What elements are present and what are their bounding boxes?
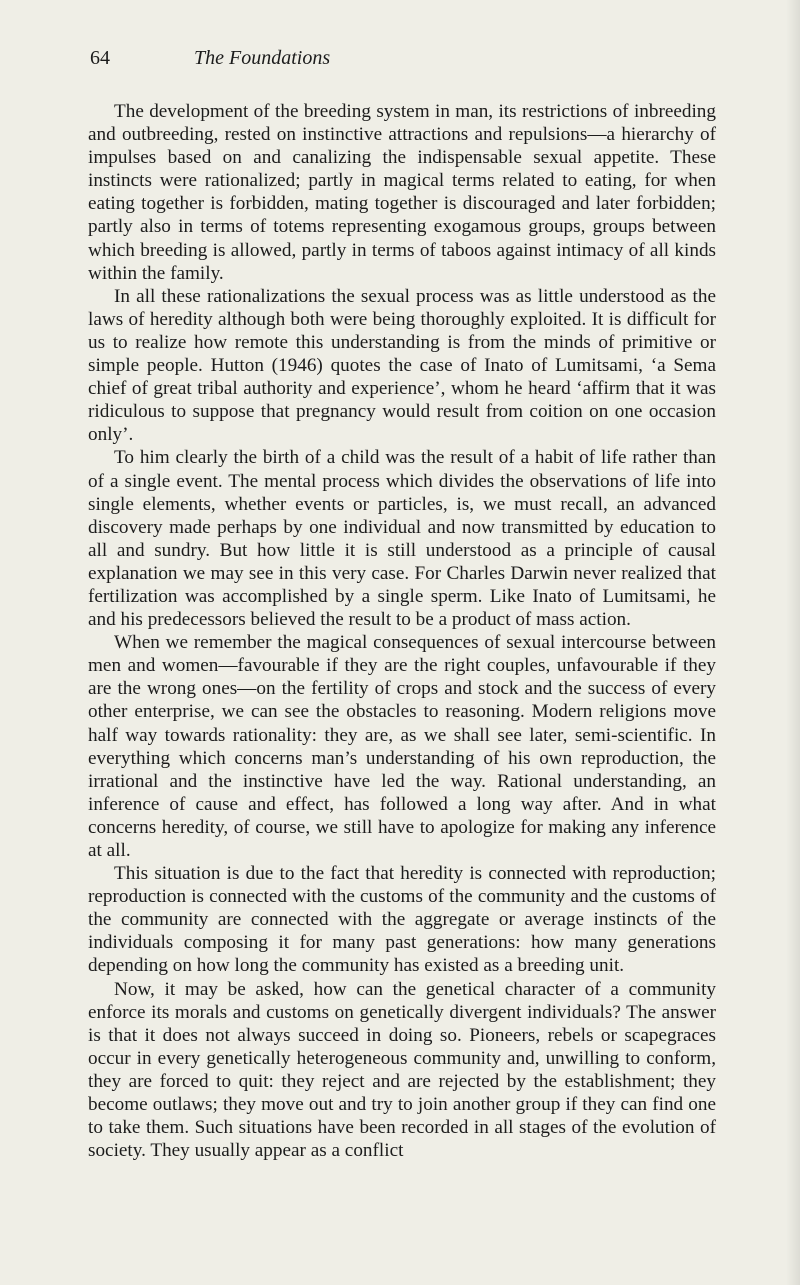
- page-edge-shadow: [786, 0, 800, 1285]
- body-text: [88, 100, 716, 1162]
- paragraph: This situation is due to the fact that heredity is connected with reproduction; reproduction is connected with the customs of the community and the customs of the community are connected with the aggregate or average instincts of the individuals composing it for many past generations: how many generations depending on how long the community has existed as a breeding unit.: [88, 863, 716, 977]
- paragraph: The development of the breeding system in man, its restrictions of inbreeding and outbreeding, rested on instinctive attractions and repulsions—a hierarchy of impulses based on and canalizing the indispensable sexual appetite. These instincts were rationalized; partly in magical terms related to eating, for when eating together is forbidden, mating together is discouraged and later forbidden; partly also in terms of totems representing exogamous groups, groups between which breeding is allowed, partly in terms of taboos against intimacy of all kinds within the family.: [88, 101, 716, 284]
- paragraph: In all these rationalizations the sexual process was as little understood as the laws of heredity although both were being thoroughly exploited. It is difficult for us to realize how remote this understanding is from the minds of primitive or simple people. Hutton (1946) quotes the case of Inato of Lumitsami, ‘a Sema chief of great tribal authority and experience’, whom he heard ‘affirm that it was ridiculous to suppose that pregnancy would result from coition on one occasion only’.: [88, 285, 716, 446]
- paragraph: To him clearly the birth of a child was the result of a habit of life rather than of a single event. The mental process which divides the observations of life into single elements, whether events or particles, is, we must recall, an advanced discovery made perhaps by one individual and now transmitted by education to all and sundry. But how little it is still understood as a principle of causal explanation we may see in this very case. For Charles Darwin never realized that fertilization was accomplished by a single sperm. Like Inato of Lumitsami, he and his predecessors believed the result to be a product of mass action.: [88, 447, 716, 631]
- paragraph: When we remember the magical consequences of sexual intercourse between men and women—favourable if they are the right couples, unfavourable if they are the wrong ones—on the fertility of crops and stock and the success of every other enterprise, we can see the obstacles to reasoning. Modern religions move half way towards rationality: they are, as we shall see later, semi-scientific. In everything which concerns man’s understanding of his own reproduction, the irrational and the instinctive have led the way. Rational understanding, an inference of cause and effect, has followed a long way after. And in what concerns heredity, of course, we still have to apologize for making any inference at all.: [88, 632, 716, 861]
- running-head: [90, 46, 330, 70]
- page-number: 64: [90, 47, 110, 69]
- chapter-title: The Foundations: [194, 47, 331, 69]
- paragraph: Now, it may be asked, how can the genetical character of a community enforce its morals and customs on genetically divergent individuals? The answer is that it does not always succeed in doing so. Pioneers, rebels or scapegraces occur in every genetically heterogeneous community and, unwilling to conform, they are forced to quit: they reject and are rejected by the establishment; they become outlaws; they move out and try to join another group if they can find one to take them. Such situations have been recorded in all stages of the evolution of society. They usually appear as a conflict: [88, 978, 716, 1162]
